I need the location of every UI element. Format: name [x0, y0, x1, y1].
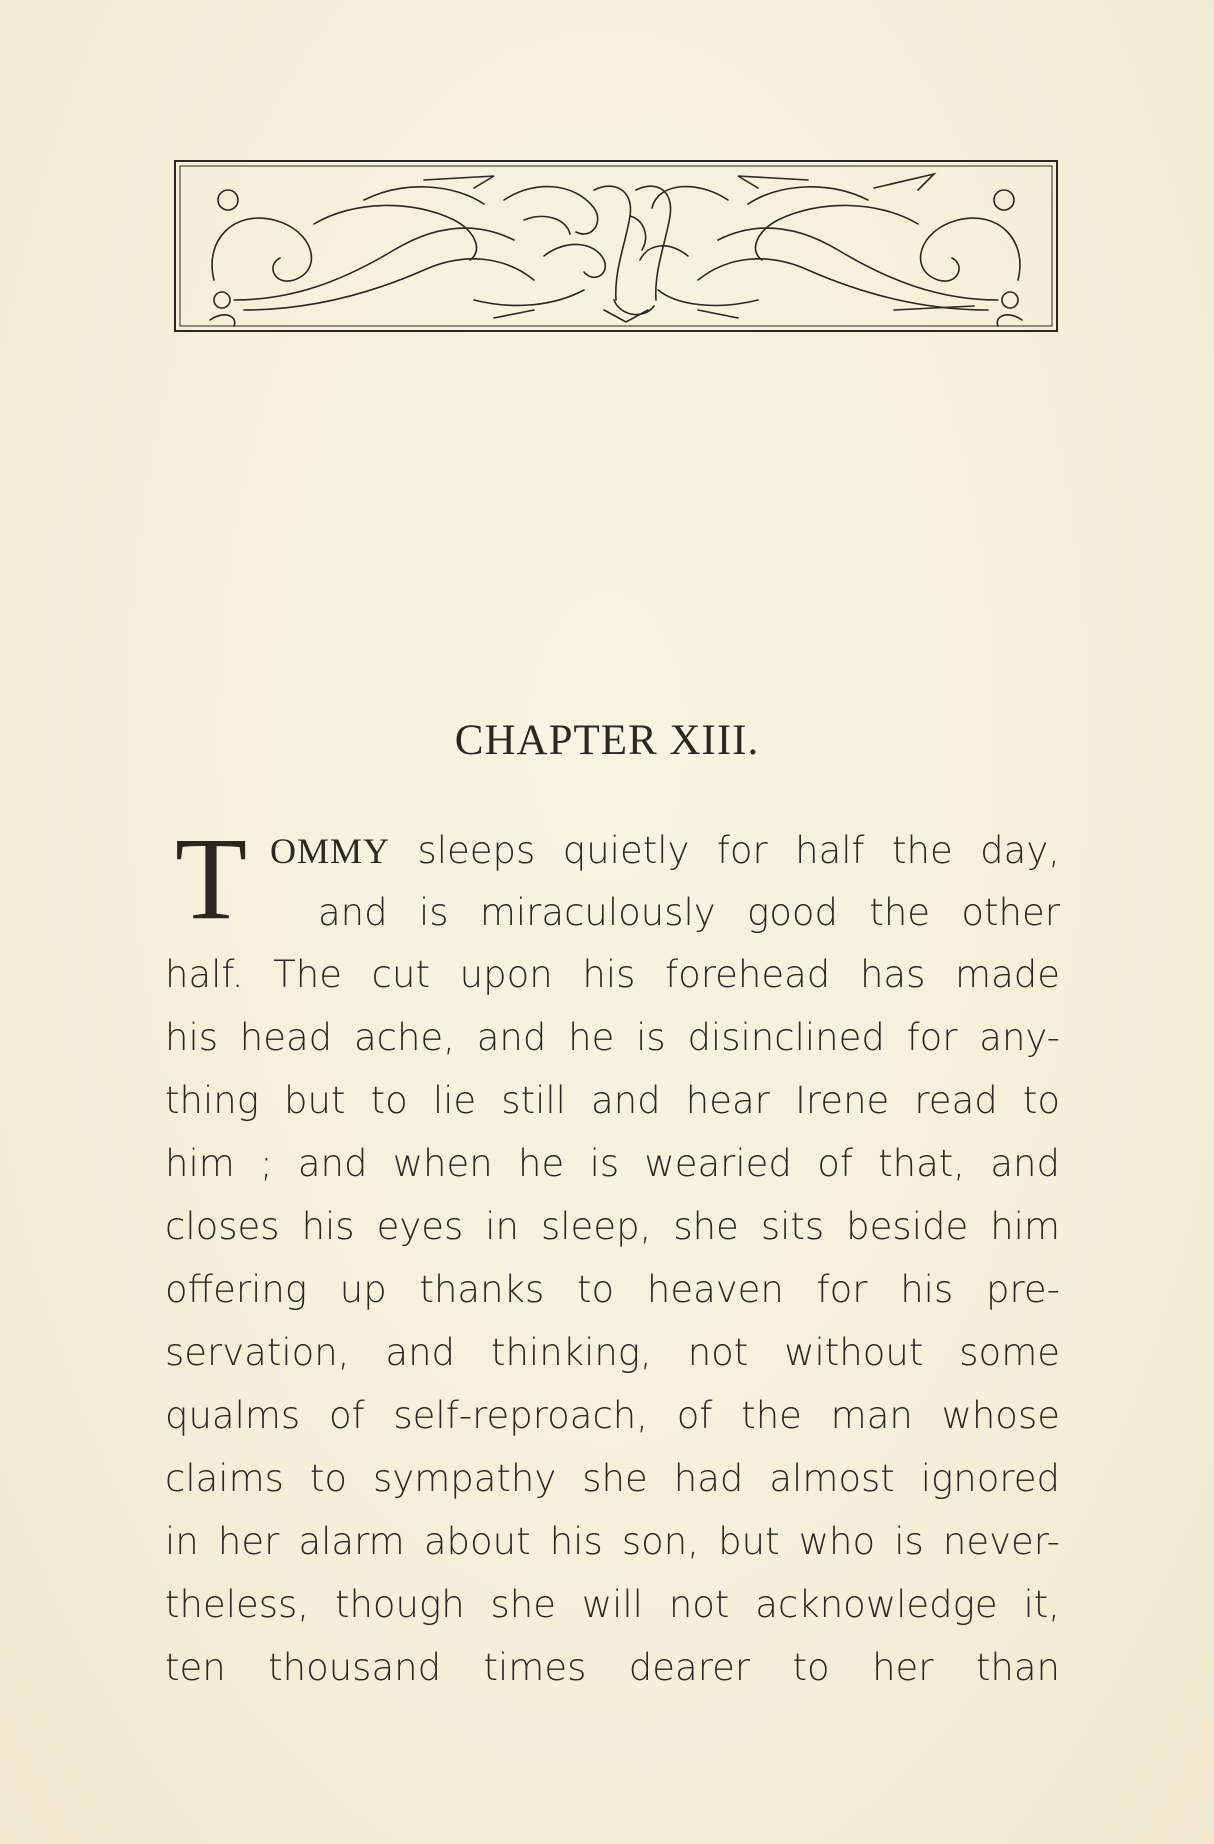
drop-cap: T	[175, 813, 248, 944]
text-line: ten thousand times dearer to her than	[165, 1646, 1060, 1689]
text-line: qualms of self-reproach, of the man whose	[165, 1394, 1060, 1437]
text-line: claims to sympathy she had almost ignored	[165, 1457, 1060, 1500]
chapter-heading: CHAPTER XIII.	[454, 717, 760, 764]
text-line: thing but to lie still and hear Irene read to	[165, 1079, 1060, 1122]
text-line: half. The cut upon his forehead has made	[165, 953, 1060, 996]
first-word-smallcaps: OMMY	[270, 831, 391, 871]
text-line: him ; and when he is wearied of that, and	[165, 1142, 1060, 1185]
text-line: closes his eyes in sleep, she sits beside him	[165, 1205, 1060, 1248]
floral-scroll-headpiece-icon	[174, 160, 1058, 332]
text-line: servation, and thinking, not without some	[165, 1331, 1060, 1374]
text-line: his head ache, and he is disinclined for any-	[165, 1016, 1060, 1059]
text-line: in her alarm about his son, but who is never-	[165, 1520, 1060, 1563]
text-line: theless, though she will not acknowledge it,	[165, 1583, 1060, 1626]
line-text: sleeps quietly for half the day,	[417, 829, 1060, 872]
text-line: offering up thanks to heaven for his pre-	[165, 1268, 1060, 1311]
text-line	[270, 820, 1060, 882]
text-line: and is miraculously good the other	[318, 891, 1060, 934]
